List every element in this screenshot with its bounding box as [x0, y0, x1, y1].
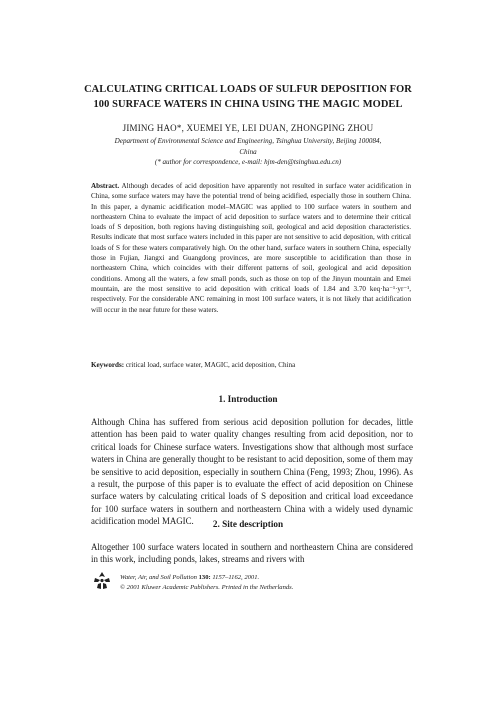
- title-line-1: CALCULATING CRITICAL LOADS OF SULFUR DEPOSITION FOR: [84, 84, 412, 95]
- title-line-2: 100 SURFACE WATERS IN CHINA USING THE MAGIC MODEL: [93, 99, 403, 110]
- journal-citation: [120, 573, 420, 583]
- journal-volume: 130:: [198, 574, 211, 581]
- keywords-text: critical load, surface water, MAGIC, acid deposition, China: [125, 361, 296, 369]
- publisher-logo-icon: [92, 571, 112, 591]
- abstract-text: Although decades of acid deposition have apparently not resulted in surface water acidification in China, some surface waters may have the potential trend of being acidified, especially those in southern China. In this paper, a dynamic acidification model–MAGIC was applied to 100 surface waters in southern and northeastern China to evaluate the impact of acid deposition to surface waters and to determine their critical loads of S deposition, both regions having distinguishing soil, geological and acid deposition characteristics. Results indicate that most surface waters included in this paper are not sensitive to acid deposition, with critical loads of S for these waters comparatively high. On the other hand, surface waters in southern China, especially those in Fujian, Jiangxi and Guangdong provinces, are more susceptible to acidification than those in northeastern China, which coincides with their different patterns of soil, geological and acid deposition conditions. Among all the waters, a few small ponds, such as those on top of the Jinyun mountain and Emei mountain, are the most sensitive to acid deposition with critical loads of 1.84 and 3.70 keq·ha⁻¹·yr⁻¹, respectively. For the considerable ANC remaining in most 100 surface waters, it is not likely that acidification will occur in the near future for these waters.: [91, 182, 411, 314]
- publication-footer: [120, 573, 420, 592]
- paper-title: [40, 82, 456, 112]
- keywords: [91, 360, 411, 370]
- site-description-paragraph: Altogether 100 surface waters located in southern and northeastern China are considered in this work, including ponds, lakes, streams and rivers with: [91, 542, 413, 565]
- section-heading-introduction: 1. Introduction: [218, 394, 278, 404]
- affiliation-line-1: Department of Environmental Science and Engineering, Tsinghua University, Beijing 100084,: [114, 137, 382, 145]
- keywords-label: Keywords:: [91, 361, 125, 369]
- section-heading-site-description: 2. Site description: [212, 519, 284, 529]
- abstract-label: Abstract.: [91, 182, 120, 190]
- journal-name: Water, Air, and Soil Pollution: [120, 574, 197, 581]
- correspondence-note: (* author for correspondence, e-mail: hjm-den@tsinghua.edu.cn): [154, 158, 342, 166]
- affiliation-line-2: China: [239, 147, 257, 156]
- copyright-line: © 2001 Kluwer Academic Publishers. Printed in the Netherlands.: [120, 583, 294, 591]
- affiliation: [60, 136, 436, 168]
- author-list: JIMING HAO*, XUEMEI YE, LEI DUAN, ZHONGPING ZHOU: [122, 123, 374, 133]
- introduction-paragraph: Although China has suffered from serious acid deposition pollution for decades, little attention has been paid to water quality changes resulting from acid deposition, nor to critical loads for Chinese surface waters. Investigations show that although most surface waters in China are generally thought to be resistant to acid deposition, some of them may be sensitive to acid deposition, especially in southern China (Feng, 1993; Zhou, 1996). As a result, the purpose of this paper is to evaluate the effect of acid deposition on Chinese surface waters by calculating critical loads of S deposition and critical load exceedance for 100 surface waters in southern and northeastern China with a widely used dynamic acidification model MAGIC.: [91, 417, 413, 527]
- journal-pages: 1157–1162, 2001.: [212, 574, 260, 581]
- abstract: [91, 181, 411, 315]
